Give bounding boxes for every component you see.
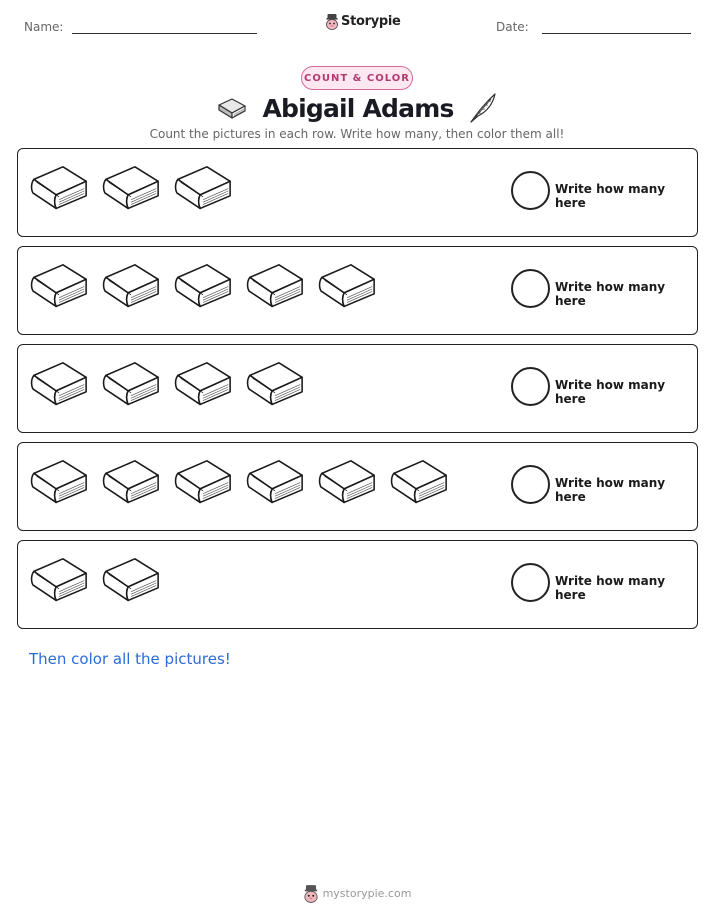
storypie-mascot-icon (325, 13, 339, 30)
book-icon (390, 456, 450, 514)
book-icon (216, 95, 248, 121)
book-icon (102, 260, 162, 318)
count-row-5 (17, 540, 698, 629)
color-instruction: Then color all the pictures! (29, 650, 231, 668)
book-icon (318, 456, 378, 514)
picture-group (30, 358, 306, 416)
picture-group (30, 554, 162, 612)
book-icon (102, 554, 162, 612)
picture-group (30, 260, 378, 318)
site-footer (0, 884, 714, 903)
picture-group (30, 456, 450, 514)
book-icon (174, 456, 234, 514)
book-icon (102, 456, 162, 514)
book-icon (318, 260, 378, 318)
book-icon (174, 162, 234, 220)
brand-logo (325, 13, 401, 30)
instructions: Count the pictures in each row. Write how many, then color them all! (149, 127, 565, 141)
count-row-3 (17, 344, 698, 433)
picture-group (30, 162, 234, 220)
answer-circle[interactable] (511, 465, 550, 504)
count-row-4 (17, 442, 698, 531)
book-icon (102, 162, 162, 220)
name-label: Name: (24, 20, 64, 34)
answer-circle[interactable] (511, 367, 550, 406)
answer-label: Write how many here (555, 476, 666, 504)
date-line (542, 33, 691, 34)
answer-label: Write how many here (555, 280, 666, 308)
answer-label: Write how many here (555, 182, 666, 210)
storypie-mascot-icon (303, 884, 319, 903)
book-icon (30, 162, 90, 220)
quill-feather-icon (468, 92, 498, 124)
answer-label: Write how many here (555, 378, 666, 406)
answer-circle[interactable] (511, 171, 550, 210)
answer-circle[interactable] (511, 563, 550, 602)
book-icon (174, 358, 234, 416)
answer-label: Write how many here (555, 574, 666, 602)
book-icon (102, 358, 162, 416)
activity-badge: COUNT & COLOR (301, 66, 413, 90)
brand-name: Storypie (341, 14, 401, 29)
name-line (72, 33, 257, 34)
book-icon (30, 554, 90, 612)
worksheet-header (0, 0, 714, 50)
book-icon (174, 260, 234, 318)
site-url: mystorypie.com (322, 887, 412, 900)
book-icon (30, 358, 90, 416)
count-row-1 (17, 148, 698, 237)
book-icon (30, 456, 90, 514)
worksheet-title: Abigail Adams (262, 93, 454, 123)
book-icon (246, 358, 306, 416)
count-row-2 (17, 246, 698, 335)
counting-rows (17, 148, 698, 629)
book-icon (30, 260, 90, 318)
answer-circle[interactable] (511, 269, 550, 308)
date-label: Date: (496, 20, 529, 34)
book-icon (246, 456, 306, 514)
book-icon (246, 260, 306, 318)
title-row (0, 90, 714, 126)
